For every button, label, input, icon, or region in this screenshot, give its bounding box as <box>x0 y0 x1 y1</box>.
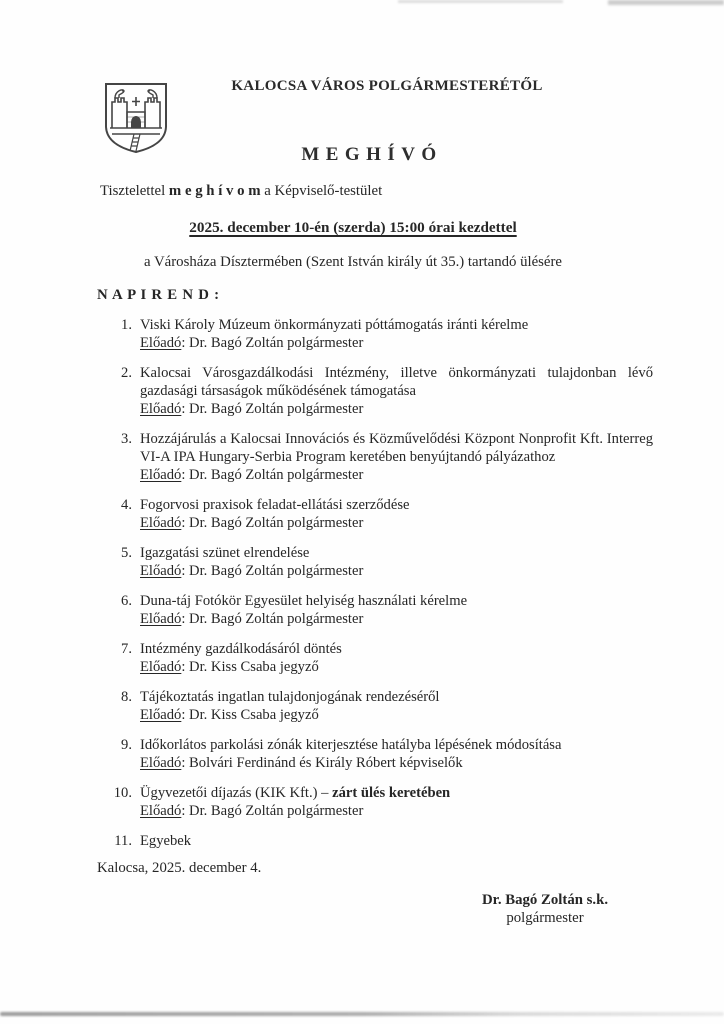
agenda-item-presenter <box>140 610 653 628</box>
agenda-item-title: Viski Károly Múzeum önkormányzati póttámogatás iránti kérelme <box>140 317 529 333</box>
salutation-line <box>100 183 382 200</box>
agenda-item-presenter <box>140 466 653 484</box>
agenda-item-number: 11. <box>114 833 132 849</box>
signature-block <box>420 891 670 927</box>
agenda-item-number: 3. <box>121 431 132 447</box>
presenter-label: Előadó <box>140 335 182 351</box>
place-and-date-line: Kalocsa, 2025. december 4. <box>97 860 262 876</box>
presenter-name: Dr. Bagó Zoltán polgármester <box>189 611 364 627</box>
presenter-separator: : <box>181 659 190 675</box>
meeting-datetime: 2025. december 10-én (szerda) 15:00 órai kezdettel <box>189 219 517 236</box>
presenter-name: Dr. Bagó Zoltán polgármester <box>189 515 364 531</box>
meeting-location-line: a Városháza Dísztermében (Szent István király út 35.) tartandó ülésére <box>144 254 562 270</box>
scan-artifact-top <box>398 0 563 3</box>
agenda-item-title: Tájékoztatás ingatlan tulajdonjogának rendezéséről <box>140 689 440 705</box>
agenda-item-title: Kalocsai Városgazdálkodási Intézmény, illetve önkormányzati tulajdonban lévő gazdasági társaságok működésének támogatása <box>140 365 653 399</box>
agenda-item-presenter <box>140 400 653 418</box>
agenda-item-number: 2. <box>121 365 132 381</box>
presenter-label: Előadó <box>140 611 182 627</box>
agenda-item <box>0 592 724 628</box>
agenda-item-number: 1. <box>121 317 132 333</box>
presenter-name: Dr. Bagó Zoltán polgármester <box>189 401 364 417</box>
agenda-item <box>0 832 724 850</box>
agenda-item-number: 5. <box>121 545 132 561</box>
agenda-item-title: Egyebek <box>140 833 192 849</box>
agenda-item <box>0 496 724 532</box>
agenda-heading: N A P I R E N D : <box>97 287 220 303</box>
agenda-item-number: 10. <box>113 785 132 801</box>
issuing-office-line: KALOCSA VÁROS POLGÁRMESTERÉTŐL <box>231 78 543 94</box>
presenter-name: Dr. Bagó Zoltán polgármester <box>189 467 364 483</box>
agenda-item <box>0 364 724 418</box>
presenter-label: Előadó <box>140 659 182 675</box>
presenter-separator: : <box>181 515 190 531</box>
presenter-label: Előadó <box>140 467 182 483</box>
agenda-item-presenter <box>140 658 653 676</box>
agenda-item <box>0 316 724 352</box>
agenda-item-number: 6. <box>121 593 132 609</box>
scan-artifact-top-right <box>608 0 724 5</box>
agenda-item-title: Fogorvosi praxisok feladat-ellátási szerződése <box>140 497 410 513</box>
agenda-item-title: Igazgatási szünet elrendelése <box>140 545 310 561</box>
agenda-item-presenter <box>140 334 653 352</box>
document-title: MEGHÍVÓ <box>301 144 443 165</box>
presenter-name: Dr. Bagó Zoltán polgármester <box>189 563 364 579</box>
presenter-label: Előadó <box>140 401 182 417</box>
agenda-list <box>0 316 724 862</box>
agenda-item-title: Duna-táj Fotókör Egyesület helyiség használati kérelme <box>140 593 468 609</box>
signatory-title: polgármester <box>506 910 584 926</box>
presenter-separator: : <box>181 611 190 627</box>
agenda-item-presenter <box>140 514 653 532</box>
presenter-separator: : <box>181 803 190 819</box>
presenter-label: Előadó <box>140 563 182 579</box>
presenter-name: Dr. Kiss Csaba jegyző <box>189 659 319 675</box>
meeting-datetime-line <box>0 219 715 237</box>
presenter-label: Előadó <box>140 515 182 531</box>
scan-artifact-bottom-shadow <box>0 1012 724 1016</box>
presenter-label: Előadó <box>140 803 182 819</box>
agenda-item <box>0 736 724 772</box>
salutation-suffix: a Képviselő-testület <box>260 183 383 199</box>
agenda-item <box>0 430 724 484</box>
presenter-separator: : <box>181 401 190 417</box>
agenda-item-presenter <box>140 562 653 580</box>
agenda-item-title: Intézmény gazdálkodásáról döntés <box>140 641 342 657</box>
agenda-item-presenter <box>140 706 653 724</box>
agenda-item-title: Hozzájárulás a Kalocsai Innovációs és Közművelődési Központ Nonprofit Kft. Interreg VI-A IPA Hungary-Serbia Program keretében benyújtandó pályázathoz <box>140 431 653 465</box>
agenda-item-presenter <box>140 754 653 772</box>
agenda-item <box>0 688 724 724</box>
presenter-name: Dr. Bagó Zoltán polgármester <box>189 803 364 819</box>
agenda-item-number: 8. <box>121 689 132 705</box>
agenda-item-number: 4. <box>121 497 132 513</box>
presenter-separator: : <box>181 467 190 483</box>
presenter-name: Dr. Bagó Zoltán polgármester <box>189 335 364 351</box>
agenda-item-presenter <box>140 802 653 820</box>
presenter-label: Előadó <box>140 707 182 723</box>
presenter-label: Előadó <box>140 755 182 771</box>
presenter-name: Bolvári Ferdinánd és Király Róbert képviselők <box>189 755 463 771</box>
presenter-separator: : <box>181 335 190 351</box>
agenda-item-title: Ügyvezetői díjazás (KIK Kft.) – zárt ülés keretében <box>140 785 451 801</box>
presenter-separator: : <box>181 755 190 771</box>
presenter-separator: : <box>181 707 190 723</box>
presenter-name: Dr. Kiss Csaba jegyző <box>189 707 319 723</box>
agenda-item <box>0 544 724 580</box>
agenda-item-title: Időkorlátos parkolási zónák kiterjesztése hatályba lépésének módosítása <box>140 737 562 753</box>
agenda-item-number: 9. <box>121 737 132 753</box>
agenda-item <box>0 784 724 820</box>
signatory-name: Dr. Bagó Zoltán s.k. <box>481 892 609 908</box>
salutation-emphasis: m e g h í v o m <box>168 183 261 199</box>
salutation-prefix: Tisztelettel <box>100 183 169 199</box>
agenda-item-number: 7. <box>121 641 132 657</box>
presenter-separator: : <box>181 563 190 579</box>
agenda-item <box>0 640 724 676</box>
